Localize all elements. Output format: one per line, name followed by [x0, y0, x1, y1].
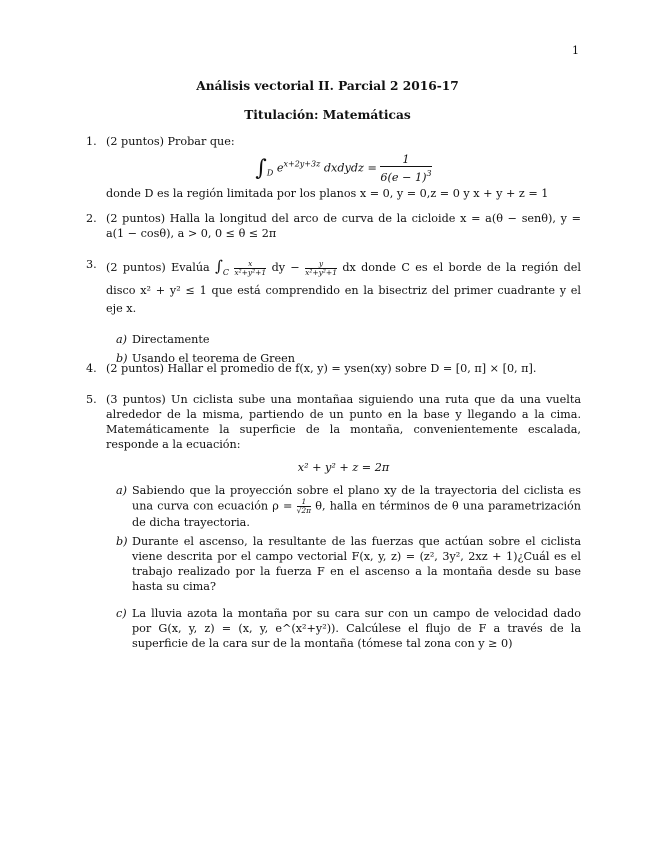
problem-1: [86, 134, 581, 201]
fraction-numerator: x: [234, 260, 266, 269]
problem-number: 4.: [86, 362, 97, 375]
problem-number: 3.: [86, 258, 97, 271]
list-item: [116, 534, 581, 594]
exponent: x+2y+3z: [283, 159, 321, 169]
fraction-x: [234, 260, 266, 277]
problem-number: 5.: [86, 393, 97, 406]
item-label: c): [116, 607, 127, 620]
problem-1-intro: (2 puntos) Probar que:: [106, 135, 235, 148]
fraction-numerator: y: [305, 260, 337, 269]
fraction-denominator: x²+y²+1: [305, 267, 337, 277]
problem-4: [86, 361, 581, 376]
item-label: b): [116, 535, 128, 548]
problem-1-equation: $\int_D$ $e^{x+2y+3z}$ dxdydz = $\frac{1}{6(e - 1)^3}$: [255, 153, 432, 184]
item-label: a): [116, 333, 128, 346]
item-text: Directamente: [132, 333, 210, 346]
item-text: [132, 483, 581, 530]
problem-5-equation: x² + y² + z = 2π: [297, 461, 390, 474]
problem-2-text: (2 puntos) Halla la longitud del arco de curva de la cicloide x = a(θ − senθ), y = a(1 − cosθ), a > 0, 0 ≤ θ ≤ 2π: [106, 212, 581, 240]
problem-3: [86, 257, 581, 366]
problem-number: 2.: [86, 212, 97, 225]
problem-3-lead: (2 puntos) Evalúa: [106, 261, 210, 274]
problem-1-region: donde D es la región limitada por los planos x = 0, y = 0,z = 0 y x + y + z = 1: [106, 187, 549, 200]
fraction-denominator: x²+y²+1: [234, 267, 267, 277]
page-number: 1: [572, 44, 579, 57]
fraction-numerator: 1: [297, 498, 311, 507]
exam-subtitle: Titulación: Matemáticas: [244, 108, 411, 122]
item-a-pre: Sabiendo que la proyección sobre el plano xy de la trayectoria del ciclista es una curva con ecuación ρ =: [132, 484, 581, 513]
integral-sign: ∫: [255, 156, 267, 181]
list-item: [116, 332, 581, 347]
fraction-y: [305, 260, 337, 277]
integral-domain: D: [266, 168, 274, 178]
fraction-denominator: √2π: [296, 506, 312, 515]
item-text: Durante el ascenso, la resultante de las fuerzas que actúan sobre el ciclista viene descrita por el campo vectorial F(x, y, z) = (z², 3y², 2xz + 1)¿Cuál es el trabajo realizado por la fuerza F en el ascenso a la montaña desde su base hasta su cima?: [132, 535, 581, 593]
item-label: b): [116, 352, 128, 365]
problem-2: [86, 211, 581, 241]
fraction-denominator: 6(e − 1): [380, 171, 427, 184]
problem-5-text: (3 puntos) Un ciclista sube una montañaa siguiendo una ruta que da una vuelta alrededor de la misma, partiendo de un punto en la base y llegando a la cima. Matemáticamente la superficie de la montaña, convenientemente escalada, responde a la ecuación:: [106, 393, 581, 451]
differentials: dxdydz =: [323, 161, 377, 175]
denominator-exponent: 3: [426, 169, 432, 178]
line-integral-sign: ∫: [215, 257, 223, 275]
item-a-post: θ, halla en términos de θ una parametrización de dicha trayectoria.: [132, 499, 581, 529]
item-text: Usando el teorema de Green: [132, 352, 295, 365]
fraction-rho: [297, 498, 311, 515]
exam-title: Análisis vectorial II. Parcial 2 2016-17: [196, 79, 459, 93]
fraction-numerator: 1: [380, 153, 431, 167]
problem-number: 1.: [86, 135, 97, 148]
list-item: [116, 483, 581, 530]
problem-3-mid: dy −: [271, 261, 300, 274]
item-label: a): [116, 484, 128, 497]
line-integral-curve: C: [222, 268, 230, 277]
problem-3-tail: dx donde C es el borde de la región del disco x² + y² ≤ 1 que está comprendido en la bisectriz del primer cuadrante y el eje x.: [106, 261, 582, 315]
item-text: La lluvia azota la montaña por su cara sur con un campo de velocidad dado por G(x, y, z) = (x, y, e^(x²+y²)). Calcúlese el flujo de F a través de la superficie de la cara sur de la montaña (tómese tal zona con y ≥ 0): [132, 607, 581, 650]
list-item: [116, 606, 581, 651]
problem-4-text: (2 puntos) Hallar el promedio de f(x, y) = ysen(xy) sobre D = [0, π] × [0, π].: [106, 362, 537, 375]
problem-5: [86, 392, 581, 651]
fraction: [380, 153, 431, 184]
